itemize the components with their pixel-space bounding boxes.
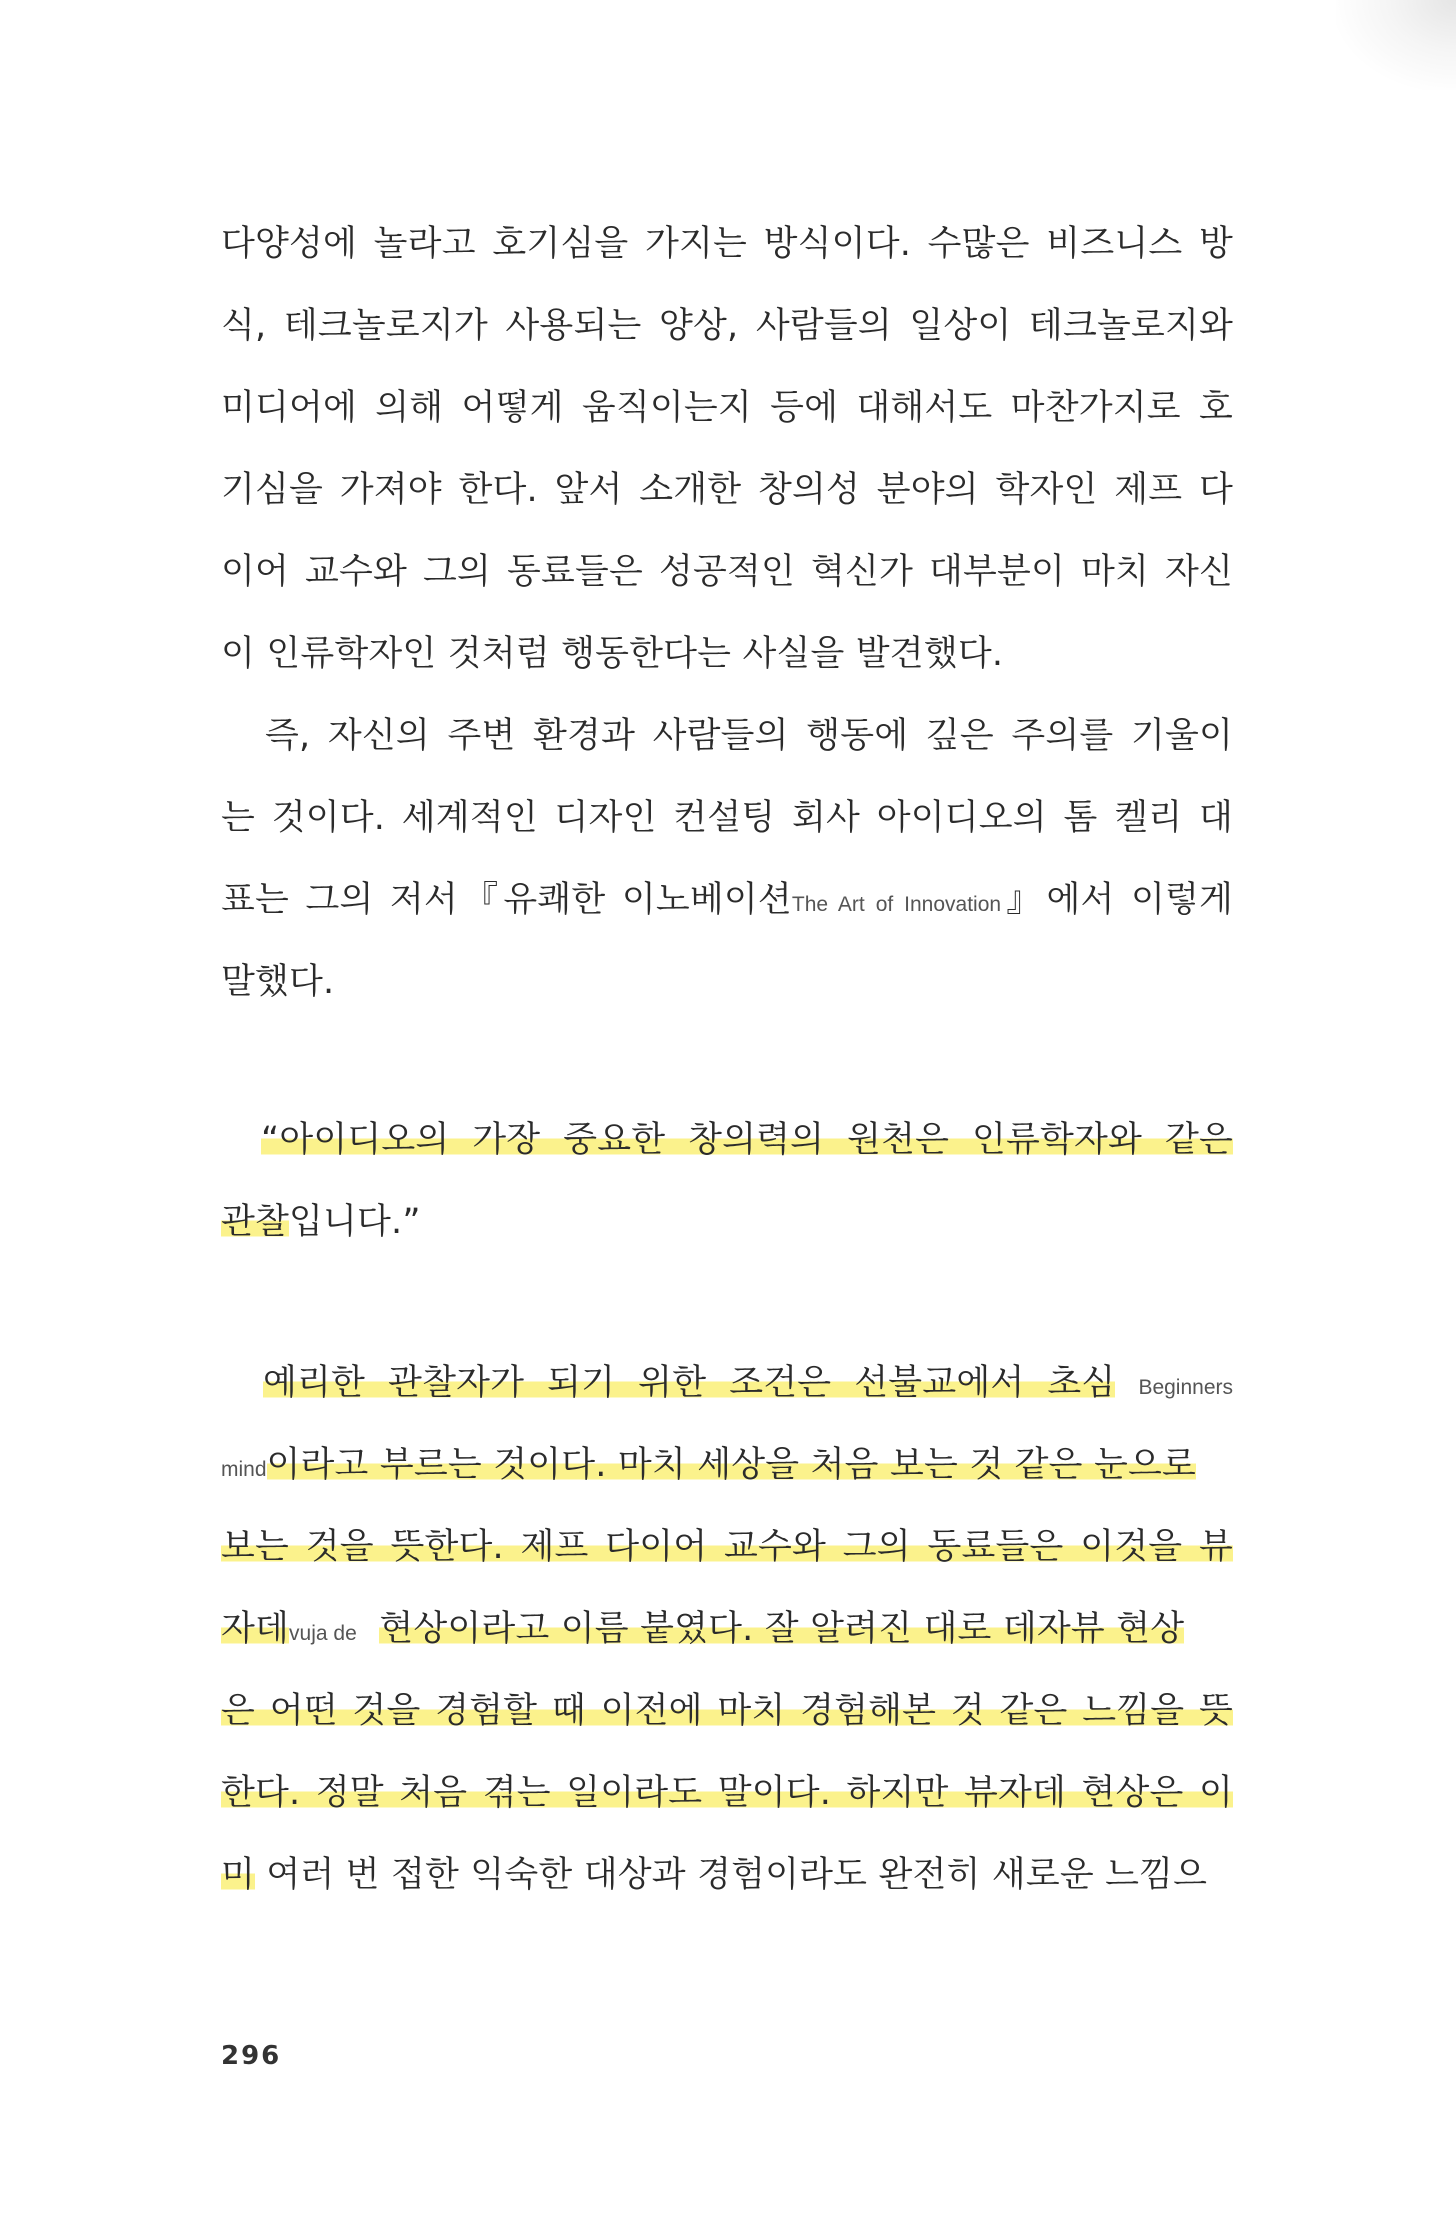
paragraph3-line-6 <box>221 1763 1233 1823</box>
paragraph3-line-2 <box>221 1435 1233 1495</box>
paragraph1-line-1: 다양성에 놀라고 호기심을 가지는 방식이다. 수많은 비즈니스 방 <box>221 224 1233 264</box>
paragraph3-line-7-rest: 여러 번 접한 익숙한 대상과 경험이라도 완전히 새로운 느낌으 <box>255 1855 1208 1895</box>
paragraph3-line-3-text: 보는 것을 뜻한다. 제프 다이어 교수와 그의 동료들은 이것을 뷰 <box>221 1527 1233 1567</box>
paragraph3-line-5-text: 은 어떤 것을 경험할 때 이전에 마치 경험해본 것 같은 느낌을 뜻 <box>221 1691 1233 1731</box>
vujade-korean: 자데 <box>221 1609 290 1649</box>
vujade-term: vuja de <box>289 1622 357 1645</box>
paragraph2-line-3-end: 』에서 이렇게 <box>1001 880 1234 920</box>
paragraph3-line-1-text: 예리한 관찰자가 되기 위한 조건은 선불교에서 초심 <box>263 1363 1116 1403</box>
paragraph2-line-3 <box>221 870 1233 930</box>
book-title-english: The Art of Innovation <box>791 893 1002 916</box>
page-number: 296 <box>221 2041 282 2071</box>
quote-line-1 <box>221 1110 1233 1170</box>
paragraph1-line-3: 미디어에 의해 어떻게 움직이는지 등에 대해서도 마찬가지로 호 <box>221 388 1233 428</box>
paragraph2-line-1: 즉, 자신의 주변 환경과 사람들의 행동에 깊은 주의를 기울이 <box>265 716 1233 756</box>
paragraph3-line-7 <box>221 1845 1233 1905</box>
paragraph2-line-2: 는 것이다. 세계적인 디자인 컨설팅 회사 아이디오의 톰 켈리 대 <box>221 798 1233 838</box>
paragraph3-line-7-highlight: 미 <box>221 1855 256 1895</box>
paragraph1-line-5: 이어 교수와 그의 동료들은 성공적인 혁신가 대부분이 마치 자신 <box>221 552 1233 592</box>
paragraph1-line-2: 식, 테크놀로지가 사용되는 양상, 사람들의 일상이 테크놀로지와 <box>221 306 1233 346</box>
paragraph1-line-6: 이 인류학자인 것처럼 행동한다는 사실을 발견했다. <box>221 634 1004 674</box>
paragraph3-line-4 <box>221 1599 1233 1659</box>
page-corner-shadow <box>1336 0 1456 90</box>
paragraph3-line-4-text: 현상이라고 이름 붙였다. 잘 알려진 대로 데자뷰 현상 <box>379 1609 1185 1649</box>
quote-line-1-text: “아이디오의 가장 중요한 창의력의 원천은 인류학자와 같은 <box>261 1120 1233 1160</box>
paragraph3-line-1 <box>221 1353 1233 1413</box>
quote-line-2 <box>221 1192 1233 1252</box>
paragraph3-line-2-text: 이라고 부르는 것이다. 마치 세상을 처음 보는 것 같은 눈으로 <box>266 1445 1197 1485</box>
quote-line-2-rest: 입니다.” <box>289 1202 421 1242</box>
paragraph3-line-5 <box>221 1681 1233 1741</box>
book-title-korean: 표는 그의 저서『유쾌한 이노베이션 <box>221 880 792 920</box>
paragraph1-line-4: 기심을 가져야 한다. 앞서 소개한 창의성 분야의 학자인 제프 다 <box>221 470 1233 510</box>
mind-term: mind <box>221 1458 267 1481</box>
beginners-term: Beginners <box>1138 1376 1233 1399</box>
paragraph3-line-3 <box>221 1517 1233 1577</box>
quote-highlight-word: 관찰 <box>221 1202 290 1242</box>
paragraph3-line-6-text: 한다. 정말 처음 겪는 일이라도 말이다. 하지만 뷰자데 현상은 이 <box>221 1773 1233 1813</box>
paragraph2-line-4: 말했다. <box>221 962 335 1002</box>
